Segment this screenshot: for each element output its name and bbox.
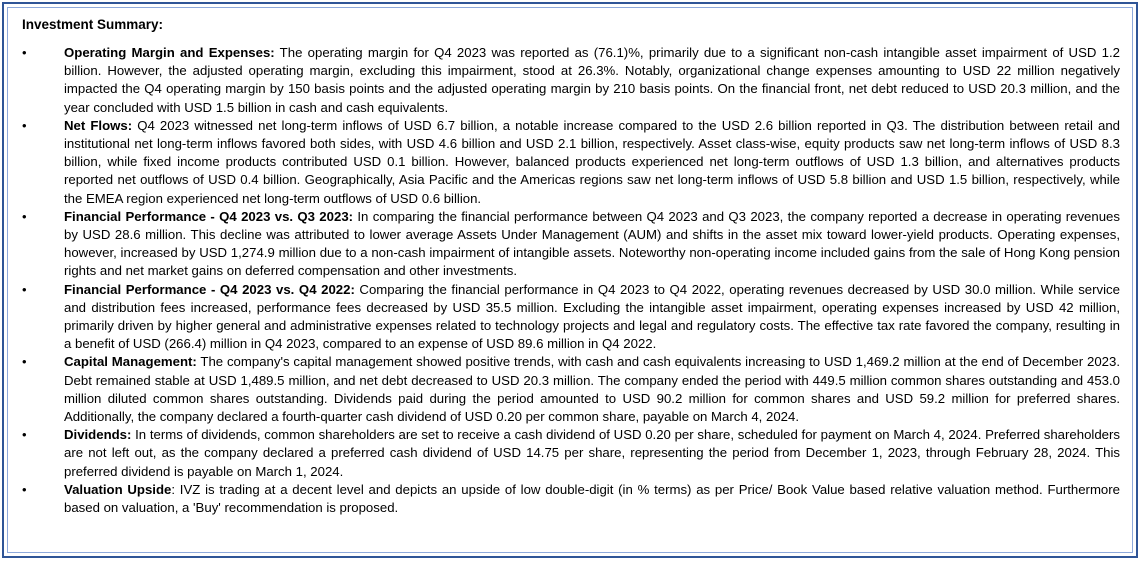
bullet-lead: Dividends:: [64, 427, 132, 443]
bullet-text: The operating margin for Q4 2023 was reported as (76.1)%, primarily due to a significant non-cash intangible asset impairment of USD 1.2 billion. However, the adjusted operating margin, excluding this impairment, stood at 26.3%. Notably, organizational change expenses amounting to USD 22 million negatively impacted the Q4 operating margin by 150 basis points and the adjusted operating margin by 210 basis points. On the financial front, net debt reduced to USD 20.3 million, and the year concluded with USD 1.5 billion in cash and cash equivalents.: [64, 45, 1120, 115]
bullet-text: Q4 2023 witnessed net long-term inflows of USD 6.7 billion, a notable increase compared to the USD 2.6 billion reported in Q3. The distribution between retail and institutional net long-term inflows favored both sides, with USD 4.6 billion and USD 2.1 billion, respectively. Asset class-wise, equity products saw net long-term inflows of USD 8.3 billion, while fixed income products contributed USD 0.1 billion. However, balanced products experienced net long-term outflows of USD 1.3 billion, and alternatives products reported net outflows of USD 0.4 billion. Geographically, Asia Pacific and the Americas regions saw net long-term inflows of USD 5.8 billion and USD 1.5 billion, respectively, while the EMEA region experienced net long-term outflows of USD 0.6 billion.: [64, 117, 1121, 206]
bullet-lead: Net Flows:: [64, 117, 133, 133]
bullet-net-flows: [22, 117, 1120, 208]
bullet-text: The company's capital management showed positive trends, with cash and cash equivalents increasing to USD 1,469.2 million at the end of December 2023. Debt remained stable at USD 1,489.5 million, and net debt decreased to USD 20.3 million. The company ended the period with 449.5 million common shares outstanding and 453.0 million diluted common shares outstanding. Dividends paid during the period amounted to USD 90.2 million for common shares and USD 59.2 million for preferred shares. Additionally, the company declared a fourth-quarter cash dividend of USD 0.20 per common share, payable on March 4, 2024.: [64, 354, 1120, 425]
bullet-icon: •: [22, 481, 27, 497]
bullet-operating-margin: [22, 44, 1120, 117]
bullet-valuation-upside: [22, 481, 1120, 517]
bullet-text: In terms of dividends, common shareholders are set to receive a cash dividend of USD 0.20 per share, scheduled for payment on March 4, 2024. Preferred shareholders are not left out, as the company declared a preferred cash dividend of USD 14.75 per share, representing the period from December 1, 2023, through February 28, 2024. This preferred dividend is payable on March 1, 2024.: [64, 427, 1120, 479]
summary-box: [2, 2, 1138, 558]
summary-bullet-list: [22, 44, 1120, 517]
bullet-lead: Financial Performance - Q4 2023 vs. Q4 2022:: [64, 281, 355, 297]
bullet-icon: •: [22, 427, 27, 443]
bullet-icon: •: [22, 354, 27, 370]
summary-box-inner: [7, 7, 1133, 553]
bullet-text: In comparing the financial performance between Q4 2023 and Q3 2023, the company reported a decrease in operating revenues by USD 28.6 million. This decline was attributed to lower average Assets Under Management (AUM) and shifts in the asset mix toward lower-yield products. Operating expenses, however, increased by USD 1,274.9 million due to a non-cash impairment of intangible assets. Noteworthy non-operating income included gains from the sale of Hong Kong pension rights and net market gains on deferred compensation and other investments.: [64, 208, 1120, 279]
bullet-text: : IVZ is trading at a decent level and depicts an upside of low double-digit (in % terms) as per Price/ Book Value based relative valuation method. Furthermore based on valuation, a 'Buy' recommendation is proposed.: [64, 481, 1120, 516]
bullet-dividends: [22, 426, 1120, 481]
bullet-lead: Capital Management:: [64, 354, 197, 370]
bullet-text: Comparing the financial performance in Q4 2023 to Q4 2022, operating revenues decreased by USD 30.0 million. While service and distribution fees increased, performance fees decreased by USD 35.5 million. Excluding the intangible asset impairment, operating expenses increased by USD 42 million, primarily driven by higher general and administrative expenses related to technology projects and legal and regulatory costs. The effective tax rate favored the company, resulting in a benefit of USD (266.4) million in Q4 2023, compared to an expense of USD 89.6 million in Q4 2022.: [64, 281, 1120, 352]
bullet-icon: •: [22, 208, 27, 224]
bullet-icon: •: [22, 281, 27, 297]
bullet-lead: Operating Margin and Expenses:: [64, 45, 275, 60]
summary-heading: Investment Summary:: [22, 17, 164, 32]
bullet-performance-q4-vs-q3: [22, 208, 1120, 281]
bullet-icon: •: [22, 117, 27, 133]
bullet-lead: Valuation Upside: [64, 481, 172, 497]
bullet-lead: Financial Performance - Q4 2023 vs. Q3 2023:: [64, 208, 354, 224]
bullet-capital-management: [22, 353, 1120, 426]
bullet-icon: •: [22, 45, 27, 60]
bullet-performance-q4-vs-q4: [22, 281, 1120, 354]
